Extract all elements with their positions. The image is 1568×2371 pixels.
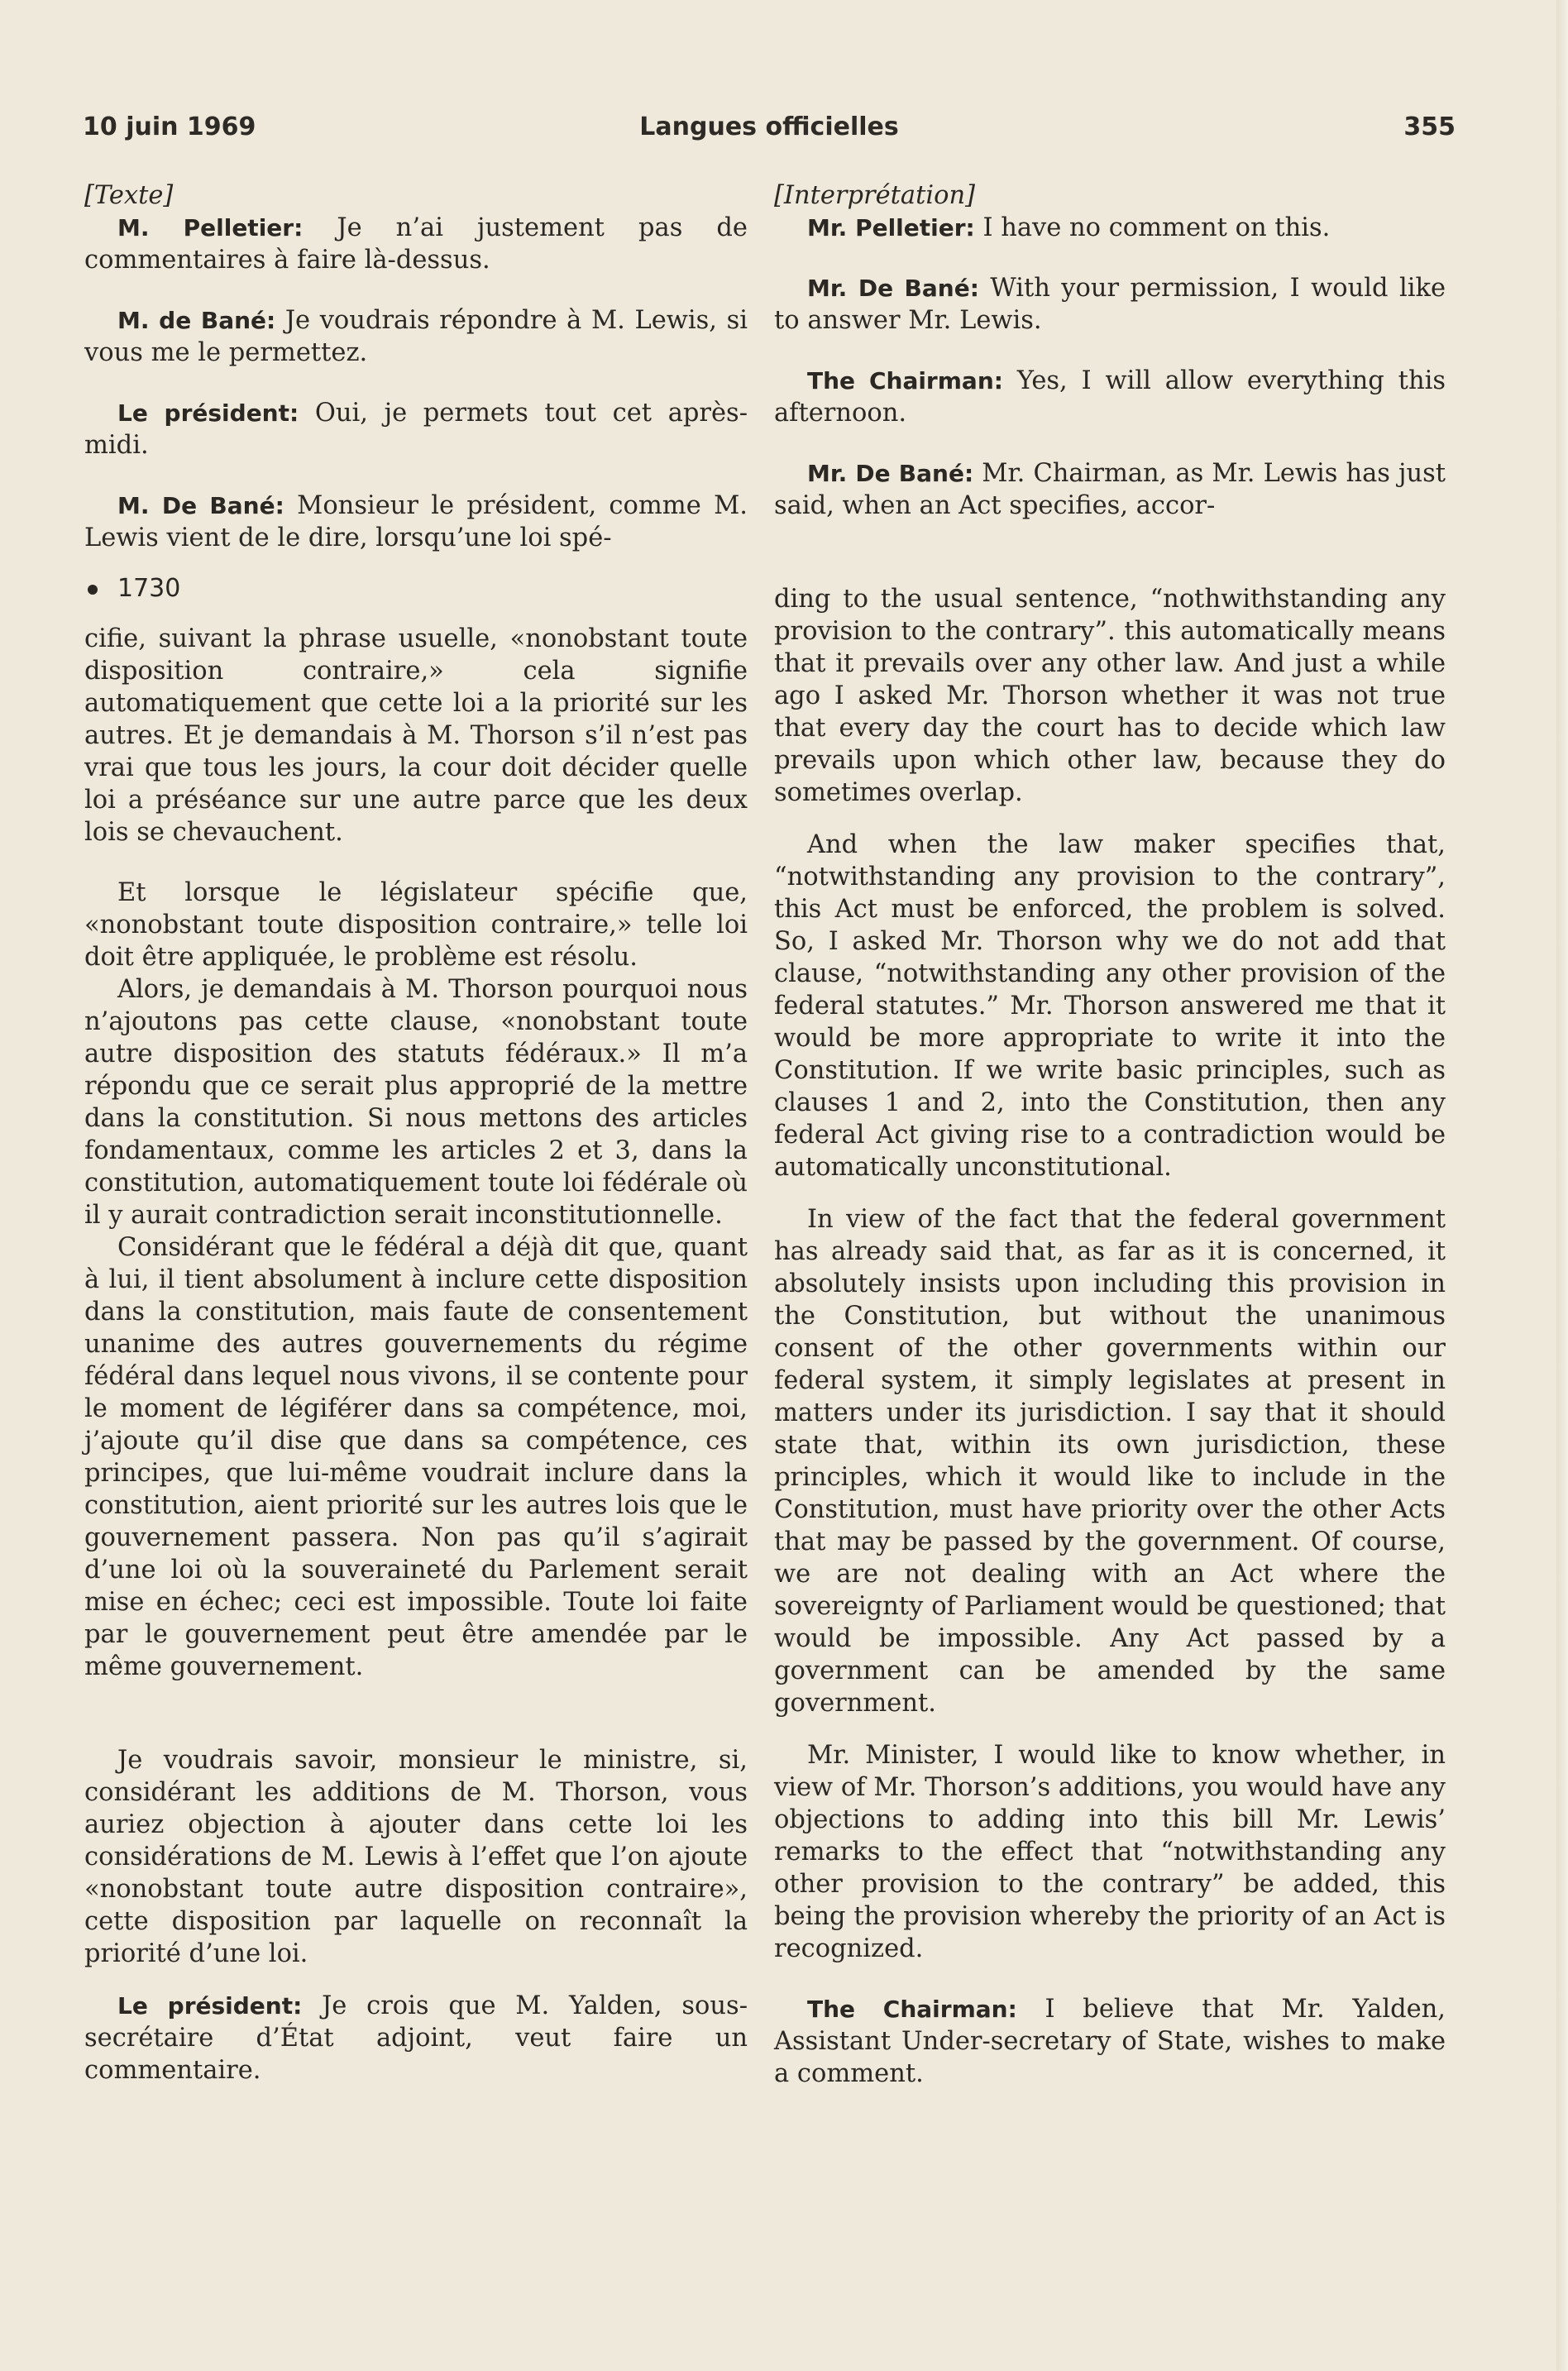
speaker-name: Mr. Pelletier:: [807, 214, 975, 241]
paragraph: [774, 212, 1446, 244]
speaker-name: M. Pelletier:: [117, 214, 304, 241]
paragraph: Je voudrais savoir, monsieur le ministre, si, considérant les additions de M. Thorson, vous auriez objection à ajouter dans cette loi les considérations de M. Lewis à l’effet que l’on ajoute «nonobstant toute autre disposition contraire», cette disposition par laquelle on reconnaît la priorité d’une loi.: [84, 1746, 748, 1968]
paragraph: Alors, je demandais à M. Thorson pourquoi nous n’ajoutons pas cette clause, «nonobstant toute autre disposition des statuts fédéraux.» Il m’a répondu que ce serait plus approprié de la mettre dans la constitution. Si nous mettons des articles fondamentaux, comme les articles 2 et 3, dans la constitution, automatiquement toute loi fédérale où il y aurait contradiction serait inconstitutionnelle.: [84, 975, 748, 1230]
speech-text: With your permission, I would like to answer Mr. Lewis.: [774, 274, 1446, 335]
paragraph: [774, 457, 1446, 522]
paragraph: [84, 304, 748, 369]
speaker-name: M. De Bané:: [117, 492, 284, 519]
speech-text: Yes, I will allow everything this afternoon.: [774, 366, 1446, 428]
french-column: [84, 179, 748, 2087]
speaker-name: Mr. De Bané:: [807, 460, 974, 487]
speech-text: Mr. Chairman, as Mr. Lewis has just said, when an Act specifies, accor-: [774, 459, 1446, 520]
page-number: 355: [1403, 112, 1456, 141]
paragraph: [774, 365, 1446, 429]
english-column: [774, 179, 1446, 2090]
speech-text: Je n’ai justement pas de commentaires à faire là-dessus.: [84, 213, 748, 275]
speaker-name: The Chairman:: [807, 367, 1003, 394]
running-header: [83, 112, 1456, 154]
paragraph: [774, 272, 1446, 337]
time-marker: [88, 572, 748, 605]
paragraph: [84, 1990, 748, 2087]
header-date: 10 juin 1969: [83, 112, 256, 141]
bullet-icon: [88, 585, 98, 595]
time-marker-text: 1730: [117, 574, 181, 603]
paragraph: [774, 1993, 1446, 2090]
speech-text: I have no comment on this.: [974, 213, 1331, 242]
paragraph: cifie, suivant la phrase usuelle, «nonobstant toute disposition contraire,» cela signifie automatiquement que cette loi a la priorité sur les autres. Et je demandais à M. Thorson s’il n’est pas vrai que tous les jours, la cour doit décider quelle loi a préséance sur une autre parce que les deux lois se chevauchent.: [84, 624, 748, 847]
paragraph: In view of the fact that the federal government has already said that, as far as it is concerned, it absolutely insists upon including this provision in the Constitution, but without the unanimous consent of the other governments within our federal system, it simply legislates at present in matters under its jurisdiction. I say that it should state that, within its own jurisdiction, these principles, which it would like to include in the Constitution, must have priority over the other Acts that may be passed by the government. Of course, we are not dealing with an Act where the sovereignty of Parliament would be questioned; that would be impossible. Any Act passed by a government can be amended by the same government.: [774, 1205, 1446, 1718]
section-tag: [Texte]: [84, 181, 174, 210]
paragraph: [84, 490, 748, 554]
page-edge: [1556, 0, 1568, 2371]
speech-text: I believe that Mr. Yalden, Assistant Under-secretary of State, wishes to make a comment.: [774, 1995, 1446, 2088]
speech-text: Oui, je permets tout cet après-midi.: [84, 399, 748, 460]
speaker-name: Le président:: [117, 399, 299, 427]
speech-text: Je voudrais répondre à M. Lewis, si vous me le permettez.: [84, 306, 748, 367]
paragraph: Mr. Minister, I would like to know whether, in view of Mr. Thorson’s additions, you would have any objections to adding into this bill Mr. Lewis’ remarks to the effect that “notwithstanding any other provision to the contrary” be added, this being the provision whereby the priority of an Act is recognized.: [774, 1741, 1446, 1963]
paragraph: [84, 397, 748, 461]
paragraph: Et lorsque le législateur spécifie que, «nonobstant toute disposition contraire,» telle loi doit être appliquée, le problème est résolu.: [84, 878, 748, 972]
paragraph: ding to the usual sentence, “nothwithstanding any provision to the contrary”. this automatically means that it prevails over any other law. And just a while ago I asked Mr. Thorson whether it was not true that every day the court has to decide which law prevails upon which other law, because they do sometimes overlap.: [774, 585, 1446, 807]
speech-text: Je crois que M. Yalden, sous-secrétaire d’État adjoint, veut faire un commentaire.: [84, 1991, 748, 2085]
speaker-name: Mr. De Bané:: [807, 275, 979, 302]
section-tag: [Interprétation]: [774, 181, 975, 210]
speaker-name: The Chairman:: [807, 1996, 1017, 2023]
paragraph: And when the law maker specifies that, “notwithstanding any provision to the contrary”, this Act must be enforced, the problem is solved. So, I asked Mr. Thorson why we do not add that clause, “notwithstanding any other provision of the federal statutes.” Mr. Thorson answered me that it would be more appropriate to write it into the Constitution. If we write basic principles, such as clauses 1 and 2, into the Constitution, then any federal Act giving rise to a contradiction would be automatically unconstitutional.: [774, 830, 1446, 1182]
speaker-name: M. de Bané:: [117, 307, 276, 334]
paragraph: Considérant que le fédéral a déjà dit que, quant à lui, il tient absolument à inclure cette disposition dans la constitution, mais faute de consentement unanime des autres gouvernements du régime fédéral dans lequel nous vivons, il se contente pour le moment de légiférer dans sa compétence, moi, j’ajoute qu’il dise que dans sa compétence, ces principes, que lui-même voudrait inclure dans la constitution, aient priorité sur les autres lois que le gouvernement passera. Non pas qu’il s’agirait d’une loi où la souveraineté du Parlement serait mise en échec; ceci est impossible. Toute loi faite par le gouvernement peut être amendée par le même gouvernement.: [84, 1233, 748, 1681]
speaker-name: Le président:: [117, 1992, 303, 2020]
speech-text: Monsieur le président, comme M. Lewis vient de le dire, lorsqu’une loi spé-: [84, 491, 748, 552]
paragraph: [84, 212, 748, 276]
header-title: Langues officielles: [639, 112, 899, 141]
